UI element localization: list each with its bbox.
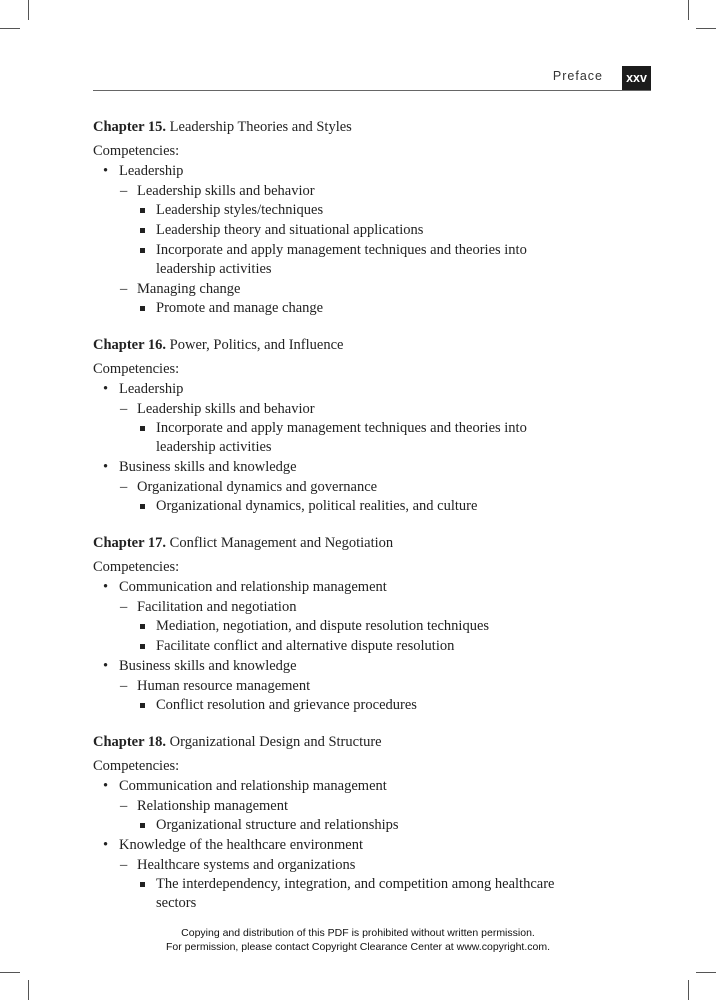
running-head (93, 66, 651, 91)
crop-mark-top-left-h (0, 28, 20, 29)
list-item (93, 497, 563, 516)
page-number: xxv (622, 66, 651, 90)
square-bullet-icon (140, 306, 145, 311)
list-item (93, 855, 563, 875)
dash-icon: – (120, 401, 128, 417)
chapter-title: Leadership Theories and Styles (169, 119, 352, 135)
list-item-text: Incorporate and apply management techniques and theories into leadership activities (156, 420, 527, 455)
list-item-text: Managing change (137, 281, 241, 297)
list-item (93, 457, 563, 477)
list-item-text: The interdependency, integration, and competition among healthcare sectors (156, 876, 555, 911)
square-bullet-icon (140, 703, 145, 708)
square-bullet-icon (140, 644, 145, 649)
list-item (93, 299, 563, 318)
chapter-section (93, 117, 563, 318)
competencies-label: Competencies: (93, 559, 180, 575)
chapter-number: Chapter 16. (93, 337, 167, 353)
list-item (93, 379, 563, 399)
footer-line-2: For permission, please contact Copyright Clearance Center at www.copyright.com. (166, 941, 550, 953)
chapter-heading (93, 117, 563, 137)
competencies-label: Competencies: (93, 361, 180, 377)
list-item (93, 161, 563, 181)
list-item-text: Knowledge of the healthcare environment (119, 837, 363, 853)
copyright-footer (0, 926, 716, 954)
list-item (93, 637, 563, 656)
crop-mark-bottom-left-h (0, 972, 20, 973)
square-bullet-icon (140, 248, 145, 253)
bullet-icon: • (103, 778, 109, 794)
competencies-label: Competencies: (93, 758, 180, 774)
dash-icon: – (120, 479, 128, 495)
bullet-icon: • (103, 579, 109, 595)
square-bullet-icon (140, 823, 145, 828)
square-bullet-icon (140, 624, 145, 629)
list-item (93, 796, 563, 816)
list-item-text: Organizational dynamics, political realities, and culture (156, 498, 478, 514)
crop-mark-bottom-right-h (696, 972, 716, 973)
chapter-number: Chapter 18. (93, 734, 167, 750)
dash-icon: – (120, 798, 128, 814)
list-item-text: Leadership (119, 381, 184, 397)
list-item-text: Leadership skills and behavior (137, 401, 315, 417)
list-item (93, 835, 563, 855)
list-item (93, 399, 563, 419)
crop-mark-top-right-h (696, 28, 716, 29)
list-item-text: Facilitate conflict and alternative dispute resolution (156, 638, 455, 654)
list-item-text: Organizational dynamics and governance (137, 479, 378, 495)
list-item (93, 279, 563, 299)
running-head-title: Preface (552, 69, 603, 83)
list-item-text: Conflict resolution and grievance procedures (156, 697, 417, 713)
dash-icon: – (120, 599, 128, 615)
page-content (93, 117, 563, 930)
chapter-title: Organizational Design and Structure (169, 734, 382, 750)
list-item (93, 696, 563, 715)
list-item-text: Communication and relationship management (119, 778, 387, 794)
list-item-text: Incorporate and apply management techniques and theories into leadership activities (156, 242, 527, 277)
square-bullet-icon (140, 882, 145, 887)
chapter-heading (93, 335, 563, 355)
bullet-icon: • (103, 381, 109, 397)
chapter-section (93, 533, 563, 715)
list-item-text: Business skills and knowledge (119, 459, 297, 475)
crop-mark-bottom-left (28, 980, 29, 1000)
chapter-section (93, 335, 563, 516)
crop-mark-top-right (688, 0, 689, 20)
crop-mark-bottom-right (688, 980, 689, 1000)
bullet-icon: • (103, 658, 109, 674)
list-item (93, 875, 563, 913)
list-item (93, 577, 563, 597)
list-item-text: Leadership (119, 163, 184, 179)
list-item (93, 221, 563, 240)
dash-icon: – (120, 183, 128, 199)
square-bullet-icon (140, 426, 145, 431)
list-item (93, 676, 563, 696)
list-item (93, 201, 563, 220)
list-item (93, 597, 563, 617)
dash-icon: – (120, 857, 128, 873)
list-item-text: Human resource management (137, 678, 311, 694)
list-item (93, 816, 563, 835)
chapter-number: Chapter 15. (93, 119, 167, 135)
list-item-text: Promote and manage change (156, 300, 324, 316)
dash-icon: – (120, 281, 128, 297)
list-item (93, 181, 563, 201)
chapter-number: Chapter 17. (93, 535, 167, 551)
crop-mark-top-left (28, 0, 29, 20)
list-item-text: Healthcare systems and organizations (137, 857, 356, 873)
chapter-title: Power, Politics, and Influence (169, 337, 344, 353)
list-item (93, 477, 563, 497)
list-item (93, 656, 563, 676)
list-item-text: Leadership theory and situational applications (156, 222, 424, 238)
list-item-text: Business skills and knowledge (119, 658, 297, 674)
list-item-text: Leadership styles/techniques (156, 202, 324, 218)
list-item-text: Communication and relationship management (119, 579, 387, 595)
bullet-icon: • (103, 837, 109, 853)
chapter-heading (93, 533, 563, 553)
footer-line-1: Copying and distribution of this PDF is prohibited without written permission. (181, 927, 535, 939)
list-item (93, 241, 563, 279)
list-item (93, 419, 563, 457)
competencies-label: Competencies: (93, 143, 180, 159)
list-item (93, 617, 563, 636)
list-item-text: Relationship management (137, 798, 289, 814)
bullet-icon: • (103, 163, 109, 179)
chapter-title: Conflict Management and Negotiation (169, 535, 394, 551)
list-item-text: Facilitation and negotiation (137, 599, 297, 615)
list-item-text: Mediation, negotiation, and dispute resolution techniques (156, 618, 490, 634)
list-item-text: Organizational structure and relationships (156, 817, 399, 833)
square-bullet-icon (140, 228, 145, 233)
square-bullet-icon (140, 208, 145, 213)
bullet-icon: • (103, 459, 109, 475)
list-item-text: Leadership skills and behavior (137, 183, 315, 199)
list-item (93, 776, 563, 796)
square-bullet-icon (140, 504, 145, 509)
dash-icon: – (120, 678, 128, 694)
chapter-heading (93, 732, 563, 752)
chapter-section (93, 732, 563, 913)
